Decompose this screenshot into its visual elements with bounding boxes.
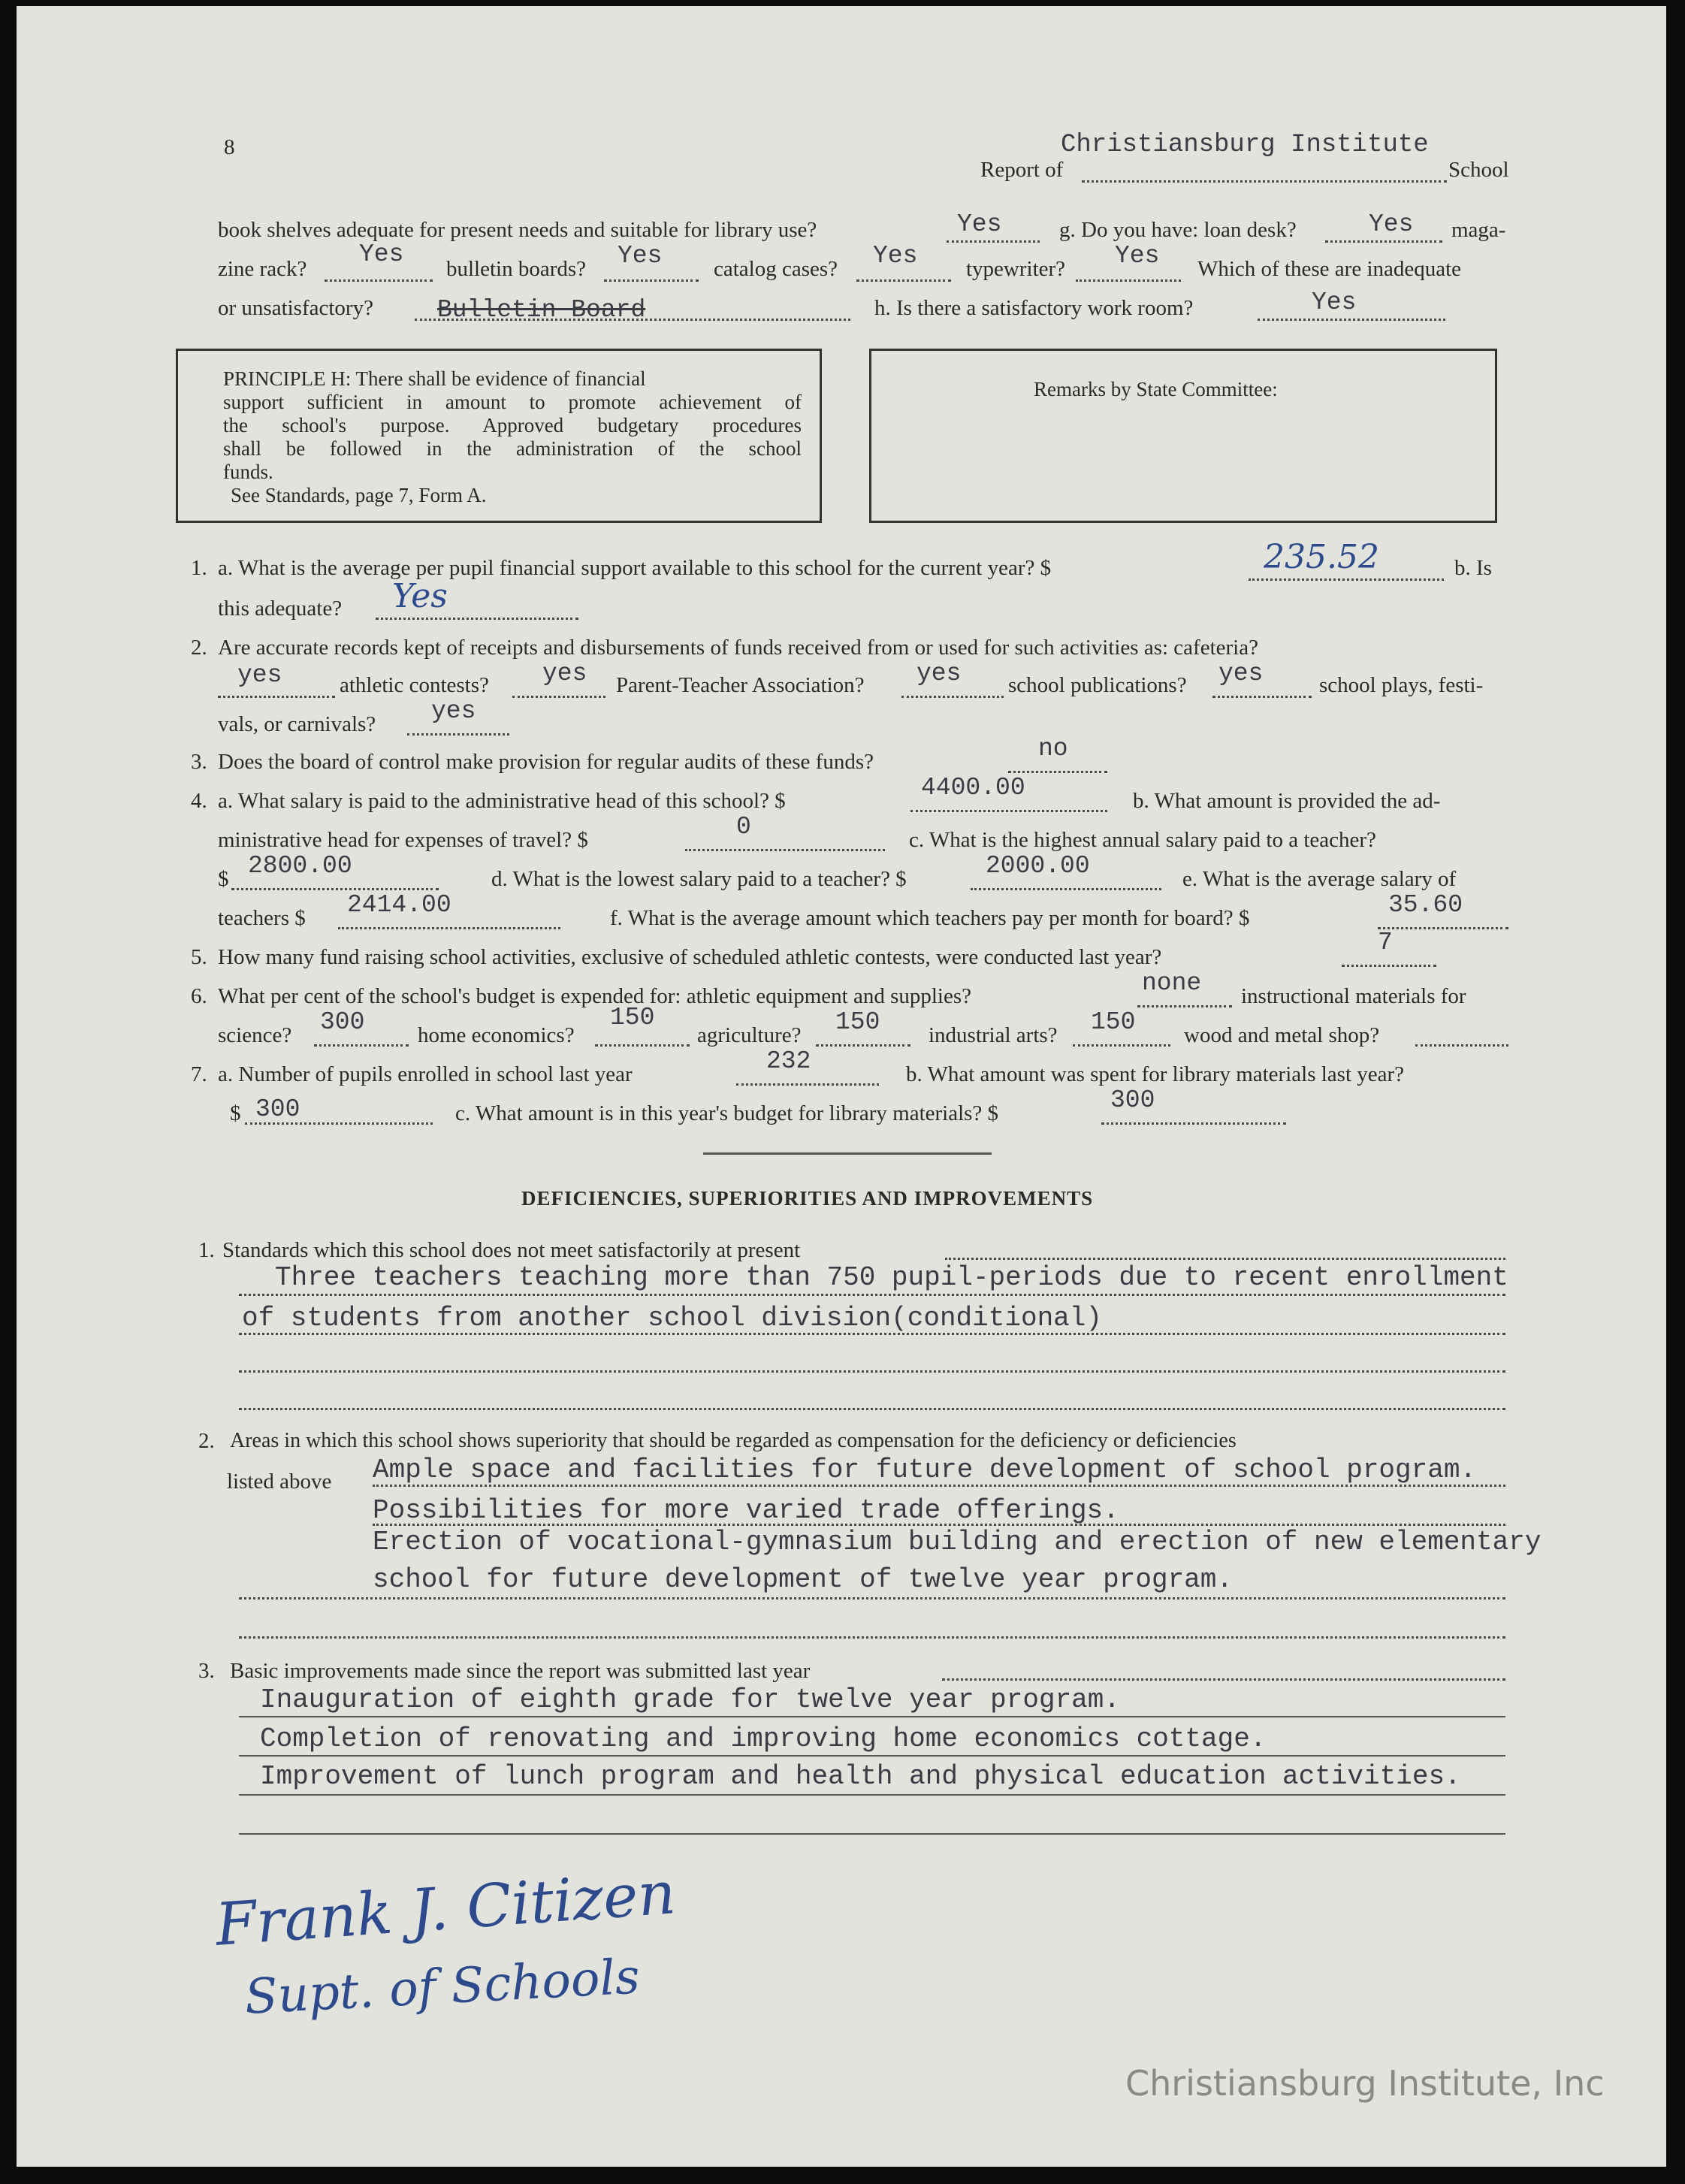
s3-line: Inauguration of eighth grade for twelve year program. — [260, 1684, 1120, 1715]
q4-text-average: e. What is the average salary of — [1182, 867, 1457, 891]
principle-line: PRINCIPLE H: There shall be evidence of financial — [223, 367, 646, 390]
q4-text-b: b. What amount is provided the ad- — [1133, 789, 1441, 813]
answer-loan-desk: Yes — [1369, 210, 1414, 238]
answer-fund-raising: 7 — [1378, 929, 1393, 956]
s2-line: Erection of vocational-gymnasium building and erection of new elementary — [373, 1527, 1542, 1557]
q3-text: Does the board of control make provision for regular audits of these funds? — [218, 750, 874, 774]
answer-catalog-cases: Yes — [873, 242, 918, 270]
signature-title: Supt. of Schools — [243, 1949, 642, 2025]
answer-industrial-arts: 150 — [1091, 1008, 1136, 1036]
library-q-work-room: h. Is there a satisfactory work room? — [874, 296, 1194, 320]
answer-inadequate: Bulletin Board — [437, 296, 646, 324]
answer-average-salary: 2414.00 — [347, 891, 451, 919]
q2-text-plays: school plays, festi- — [1319, 673, 1484, 697]
answer-admin-salary: 4400.00 — [921, 774, 1025, 802]
answer-agriculture: 150 — [835, 1008, 880, 1036]
q1-text-adequate: this adequate? — [218, 597, 343, 621]
q4-text-admin: a. What salary is paid to the administrative head of this school? $ — [218, 789, 786, 813]
q4-text-travel: ministrative head for expenses of travel? $ — [218, 828, 588, 852]
q1-text: a. What is the average per pupil financial support available to this school for the current year? $ — [218, 556, 1052, 580]
answer-per-pupil-support: 235.52 — [1264, 538, 1379, 576]
answer-audits: no — [1038, 735, 1068, 763]
s1-label: Standards which this school does not meet satisfactorily at present — [222, 1238, 801, 1262]
q4-text-teachers: teachers $ — [218, 906, 306, 930]
answer-home-economics: 150 — [610, 1004, 655, 1032]
q6-text-b: instructional materials for — [1241, 984, 1466, 1008]
s2-line: Ample space and facilities for future development of school program. — [373, 1454, 1477, 1485]
answer-work-room: Yes — [1312, 288, 1357, 316]
answer-library-spent: 300 — [255, 1095, 300, 1123]
s2-label-listed: listed above — [227, 1470, 332, 1494]
s1-line: of students from another school division(conditional) — [242, 1303, 1102, 1334]
library-q-unsatisfactory: or unsatisfactory? — [218, 296, 373, 320]
q6-number: 6. — [191, 984, 207, 1008]
s3-line: Completion of renovating and improving home economics cottage. — [260, 1723, 1267, 1754]
s2-line: school for future development of twelve year program. — [373, 1564, 1233, 1595]
library-q-catalog: catalog cases? — [714, 257, 838, 281]
q4-number: 4. — [191, 789, 207, 813]
s2-line: Possibilities for more varied trade offerings. — [373, 1495, 1119, 1526]
q2-number: 2. — [191, 636, 207, 660]
q7-dollar: $ — [230, 1101, 241, 1125]
library-q-inadequate: Which of these are inadequate — [1197, 257, 1462, 281]
section-divider — [703, 1152, 992, 1155]
principle-line: shall be followed in the administration of the school — [223, 437, 802, 460]
section-heading: DEFICIENCIES, SUPERIORITIES AND IMPROVEMENTS — [521, 1187, 1094, 1210]
q5-text: How many fund raising school activities, exclusive of scheduled athletic contests, were conducted last year? — [218, 945, 1162, 969]
q7-text-budget: c. What amount is in this year's budget for library materials? $ — [455, 1101, 999, 1125]
library-q-maga: maga- — [1451, 218, 1506, 242]
principle-h-box — [176, 349, 822, 523]
q4-text-highest: c. What is the highest annual salary paid to a teacher? — [909, 828, 1376, 852]
q2-text-carnivals: vals, or carnivals? — [218, 712, 376, 736]
answer-lowest-salary: 2000.00 — [986, 852, 1090, 880]
s2-label: Areas in which this school shows superiority that should be regarded as compensation for the deficiency or deficiencies — [230, 1429, 1237, 1452]
answer-pupils-enrolled: 232 — [766, 1047, 811, 1075]
answer-plays: yes — [431, 697, 476, 725]
school-name: Christiansburg Institute — [1061, 131, 1429, 159]
library-q-magazine: zine rack? — [218, 257, 307, 281]
document-page — [17, 6, 1666, 2167]
principle-line: funds. — [223, 461, 273, 483]
q3-number: 3. — [191, 750, 207, 774]
q6-text-science: science? — [218, 1023, 292, 1047]
library-q-shelves: book shelves adequate for present needs and suitable for library use? — [218, 218, 817, 242]
q2-text-publications: school publications? — [1008, 673, 1187, 697]
principle-line: the school's purpose. Approved budgetary procedures — [223, 414, 802, 436]
answer-athletic-equipment: none — [1142, 969, 1202, 997]
s2-number: 2. — [198, 1429, 215, 1453]
remarks-label: Remarks by State Committee: — [1034, 378, 1278, 400]
q7-text-b: b. What amount was spent for library materials last year? — [906, 1062, 1405, 1086]
q5-number: 5. — [191, 945, 207, 969]
school-suffix: School — [1448, 158, 1509, 182]
q6-text-shop: wood and metal shop? — [1184, 1023, 1380, 1047]
q4-text-board: f. What is the average amount which teachers pay per month for board? $ — [610, 906, 1250, 930]
q6-text-home: home economics? — [418, 1023, 575, 1047]
remarks-box — [869, 349, 1497, 523]
signature-name: Frank J. Citizen — [213, 1859, 678, 1959]
library-q-typewriter: typewriter? — [966, 257, 1066, 281]
principle-line: support sufficient in amount to promote achievement of — [223, 391, 802, 413]
q1-text-b: b. Is — [1454, 556, 1492, 580]
answer-athletic-contests: yes — [542, 660, 587, 687]
library-q-bulletin: bulletin boards? — [446, 257, 587, 281]
answer-typewriter: Yes — [1115, 242, 1160, 270]
answer-science: 300 — [320, 1008, 365, 1036]
s1-line: Three teachers teaching more than 750 pupil-periods due to recent enrollment — [275, 1262, 1508, 1293]
page-number: 8 — [224, 135, 235, 159]
watermark: Christiansburg Institute, Inc — [1125, 2063, 1605, 2104]
answer-highest-salary: 2800.00 — [248, 852, 352, 880]
answer-cafeteria: yes — [237, 661, 282, 689]
q4-text-lowest: d. What is the lowest salary paid to a teacher? $ — [491, 867, 907, 891]
q1-number: 1. — [191, 556, 207, 580]
library-q-loan-desk: g. Do you have: loan desk? — [1059, 218, 1297, 242]
answer-board: 35.60 — [1388, 891, 1463, 919]
answer-pta: yes — [916, 660, 962, 687]
report-of-label: Report of — [980, 158, 1064, 182]
q6-text: What per cent of the school's budget is expended for: athletic equipment and supplies? — [218, 984, 972, 1008]
principle-see-standards: See Standards, page 7, Form A. — [231, 484, 487, 506]
answer-shelves: Yes — [957, 210, 1002, 238]
q2-text-athletic: athletic contests? — [340, 673, 489, 697]
q6-text-industrial: industrial arts? — [929, 1023, 1058, 1047]
answer-travel: 0 — [736, 813, 751, 841]
answer-bulletin-boards: Yes — [618, 242, 663, 270]
s3-label: Basic improvements made since the report was submitted last year — [230, 1659, 811, 1683]
answer-library-budget: 300 — [1110, 1086, 1155, 1114]
q7-text: a. Number of pupils enrolled in school last year — [218, 1062, 633, 1086]
answer-magazine-rack: Yes — [359, 240, 404, 268]
answer-publications: yes — [1218, 660, 1264, 687]
q7-number: 7. — [191, 1062, 207, 1086]
q6-text-agriculture: agriculture? — [697, 1023, 802, 1047]
s3-line: Improvement of lunch program and health and physical education activities. — [260, 1761, 1461, 1792]
q2-text-pta: Parent-Teacher Association? — [616, 673, 865, 697]
q2-text: Are accurate records kept of receipts and disbursements of funds received from or used for such activities as: cafeteria? — [218, 636, 1258, 660]
s3-number: 3. — [198, 1659, 215, 1683]
s1-number: 1. — [198, 1238, 215, 1262]
answer-adequate: Yes — [392, 577, 448, 615]
q4-dollar: $ — [218, 867, 229, 891]
